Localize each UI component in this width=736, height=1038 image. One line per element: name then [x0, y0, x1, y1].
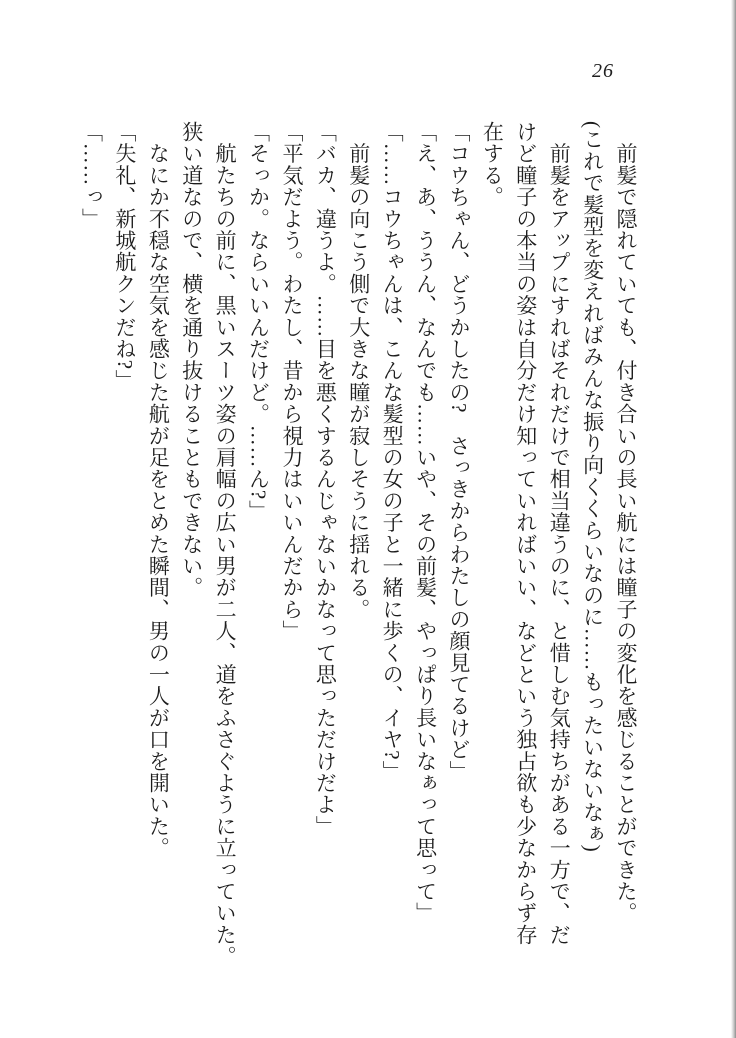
text-line: 「平気だよう。わたし、昔から視力はいいんだから」: [279, 121, 304, 642]
page-edge-line: [731, 0, 736, 1038]
text-line: 「……コウちゃんは、こんな髪型の女の子と一緒に歩くの、イヤ?」: [380, 121, 405, 783]
text-line: けど瞳子の本当の姿は自分だけ知っていればいい、などという独占欲も少なからず存: [513, 121, 538, 946]
text-line: 「え、あ、ううん、なんでも……いや、その前髪、やっぱり長いなぁって思って」: [413, 121, 438, 924]
text-line: 在する。: [480, 121, 505, 208]
text-line: 「失礼、新城航クンだね?」: [112, 121, 137, 392]
text-line: 「バカ、違うよ。……目を悪くするんじゃないかなって思っただけだよ」: [313, 121, 338, 838]
text-line: (これで髪型を変えればみんな振り向くくらいなのに……もったいないなぁ): [580, 121, 605, 853]
text-line: 「……っ」: [79, 121, 104, 230]
novel-text-block: [74, 121, 642, 973]
text-line: 前髪をアップにすればそれだけで相当違うのに、と惜しむ気持ちがある一方で、だ: [547, 121, 572, 946]
text-line: 「コウちゃん、どうかしたの? さっきからわたしの顔見てるけど」: [446, 121, 471, 783]
text-line: 「そっか。ならいいんだけど。……ん?」: [246, 121, 271, 522]
text-line: 前髪で隠れていても、付き合いの長い航には瞳子の変化を感じることができた。: [614, 121, 638, 924]
text-line: 前髪の向こう側で大きな瞳が寂しそうに揺れる。: [346, 121, 371, 621]
text-line: 航たちの前に、黒いスーツ姿の肩幅の広い男が二人、道をふさぐように立っていた。: [213, 121, 238, 968]
text-line: 狭い道なので、横を通り抜けることもできない。: [179, 121, 204, 599]
text-line: なにか不穏な空気を感じた航が足をとめた瞬間、男の一人が口を開いた。: [146, 121, 171, 859]
page-number: 26: [592, 60, 614, 82]
